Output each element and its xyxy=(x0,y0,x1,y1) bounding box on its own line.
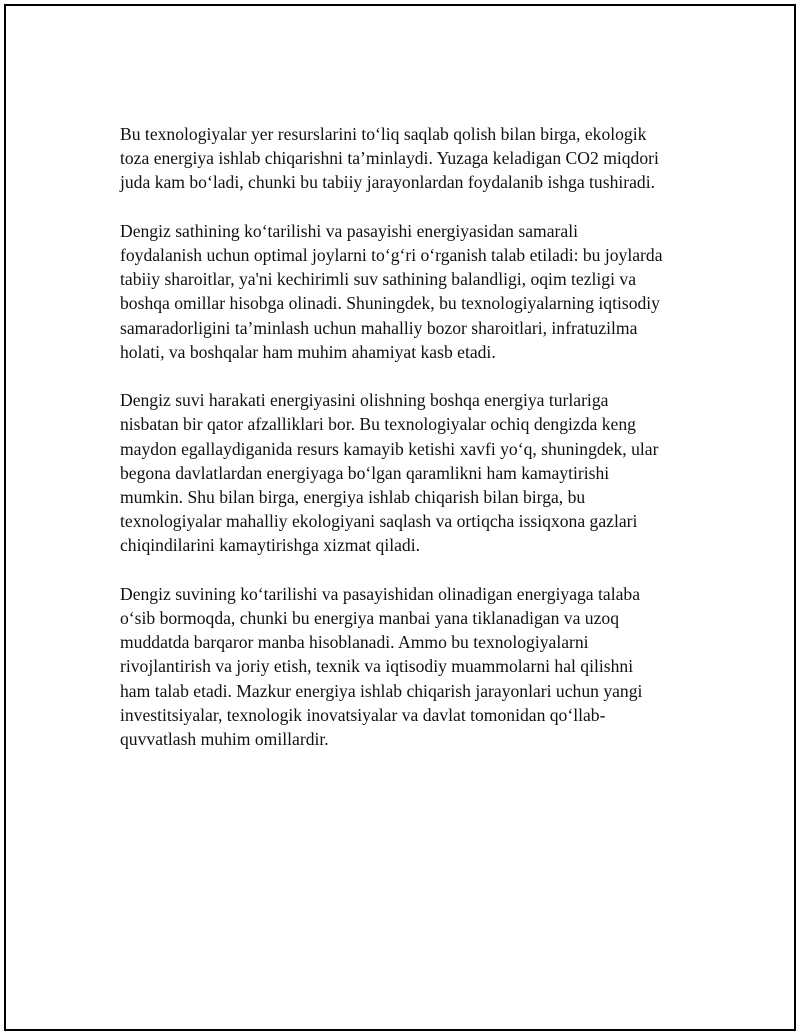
paragraph-4: Dengiz suvining ko‘tarilishi va pasayishidan olinadigan energiyaga talaba o‘sib bormoqda, chunki bu energiya manbai yana tiklanadigan va uzoq muddatda barqaror manba hisoblanadi. Ammo bu texnologiyalarni rivojlantirish va joriy etish, texnik va iqtisodiy muammolarni hal qilishni ham talab etadi. Mazkur energiya ishlab chiqarish jarayonlari uchun yangi investitsiyalar, texnologik inovatsiyalar va davlat tomonidan qo‘llab- quvvatlash muhim omillardir. xyxy=(120,583,643,750)
paragraph-3: Dengiz suvi harakati energiyasini olishning boshqa energiya turlariga nisbatan bir qator afzalliklari bor. Bu texnologiyalar ochiq dengizda keng maydon egallaydiganida resurs kamayib ketishi xavfi yo‘q, shuningdek, ular begona davlatlardan energiyaga bo‘lgan qaramlikni ham kamaytirishi mumkin. Shu bilan birga, energiya ishlab chiqarish bilan birga, bu texnologiyalar mahalliy ekologiyani saqlash va ortiqcha issiqxona gazlari chiqindilarini kamaytirishga xizmat qiladi. xyxy=(120,390,659,556)
document-body xyxy=(120,122,700,775)
paragraph-2: Dengiz sathining ko‘tarilishi va pasayishi energiyasidan samarali foydalanish uchun optimal joylarni to‘g‘ri o‘rganish talab etiladi: bu joylarda tabiiy sharoitlar, ya'ni kechirimli suv sathining balandligi, oqim tezligi va boshqa omillar hisobga olinadi. Shuningdek, bu texnologiyalarning iqtisodiy samaradorligini ta’minlash uchun mahalliy bozor sharoitlari, infratuzilma holati, va boshqalar ham muhim ahamiyat kasb etadi. xyxy=(120,220,663,362)
paragraph-1: Bu texnologiyalar yer resurslarini to‘liq saqlab qolish bilan birga, ekologik toza energiya ishlab chiqarishni ta’minlaydi. Yuzaga keladigan CO2 miqdori juda kam bo‘ladi, chunki bu tabiiy jarayonlardan foydalanib ishga tushiradi. xyxy=(120,124,659,193)
document-page xyxy=(4,4,796,1031)
